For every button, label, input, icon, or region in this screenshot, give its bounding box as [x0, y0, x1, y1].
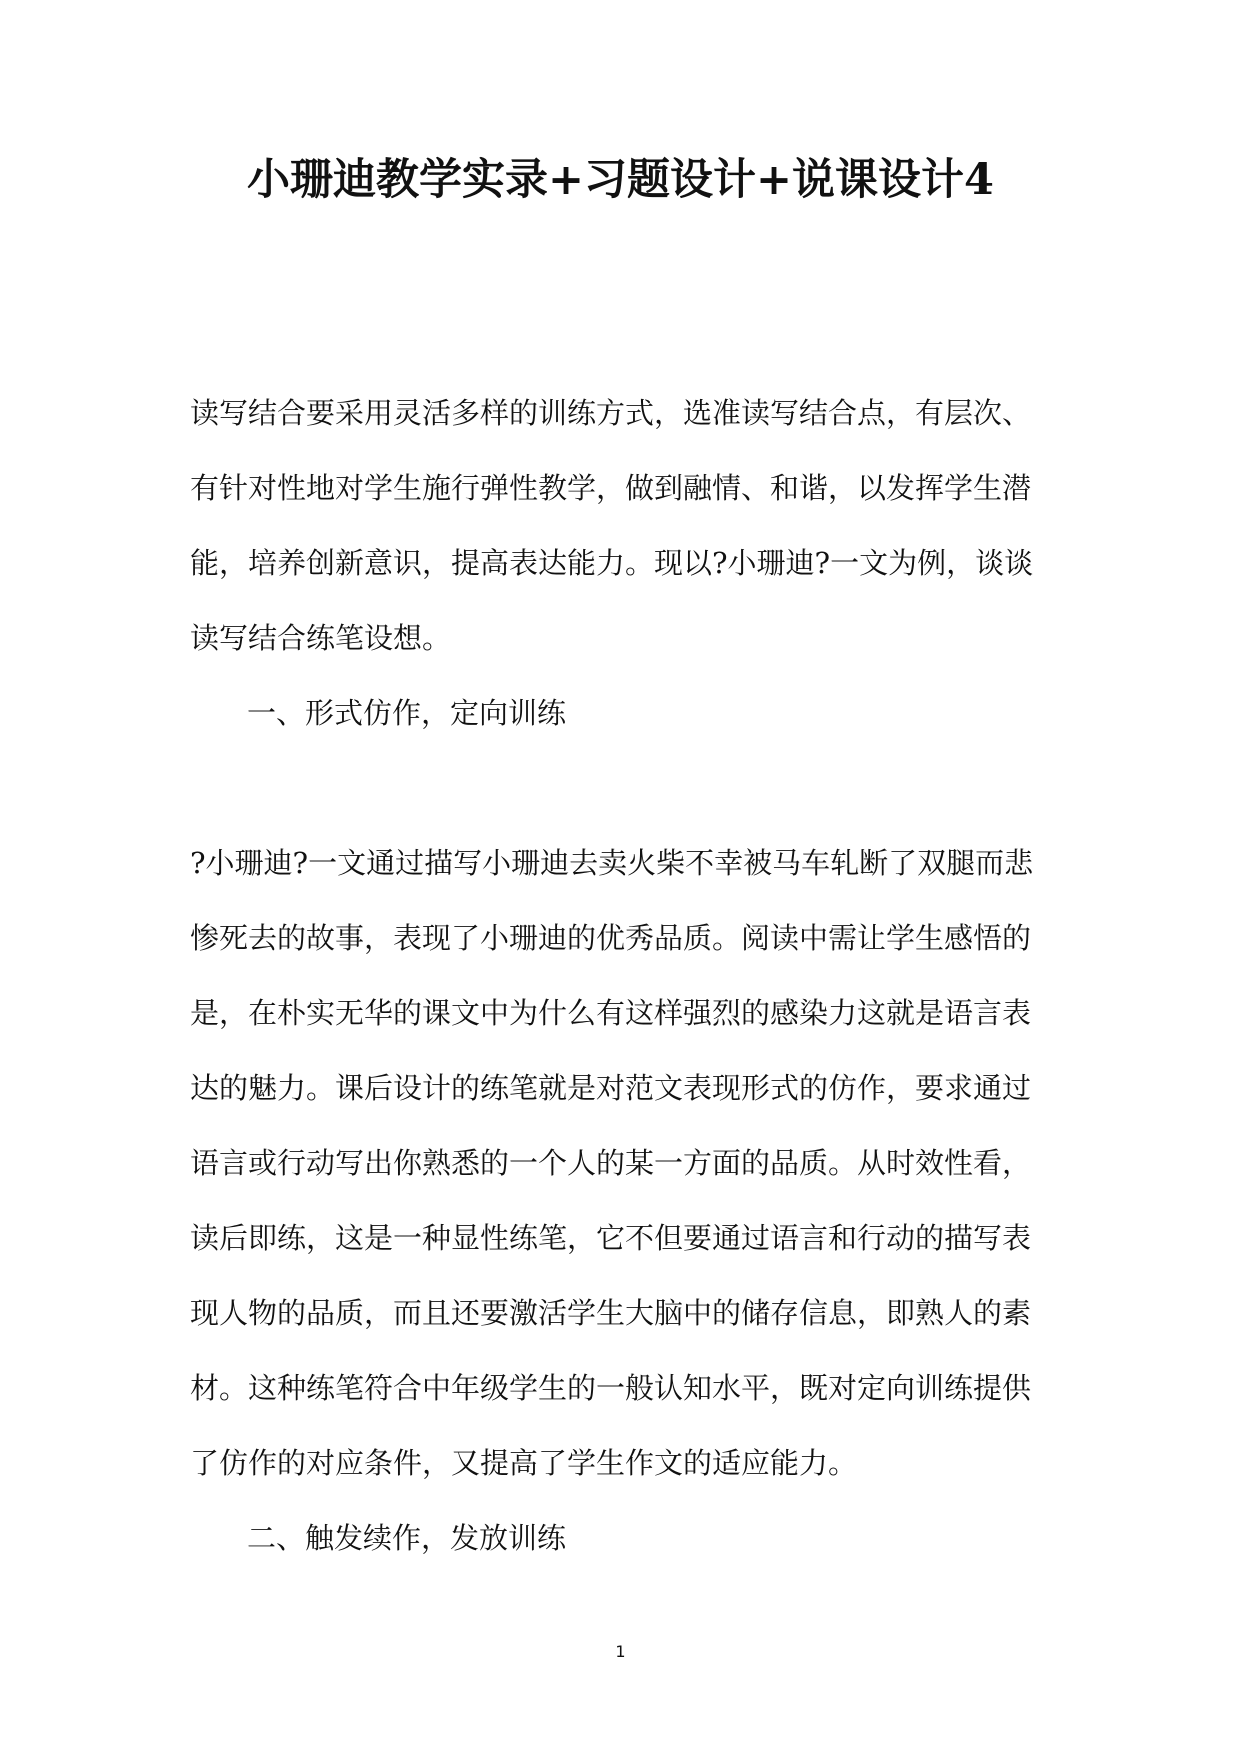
- paragraph-1-line-4: 读写结合练笔设想。: [190, 621, 452, 655]
- paragraph-2-line-4: 达的魅力。课后设计的练笔就是对范文表现形式的仿作，要求通过: [190, 1071, 1032, 1105]
- paragraph-2-line-6: 读后即练，这是一种显性练笔，它不但要通过语言和行动的描写表: [190, 1221, 1032, 1255]
- paragraph-2-line-8: 材。这种练笔符合中年级学生的一般认知水平，既对定向训练提供: [190, 1371, 1032, 1405]
- paragraph-2-line-9: 了仿作的对应条件，又提高了学生作文的适应能力。: [190, 1446, 858, 1480]
- paragraph-2-line-5: 语言或行动写出你熟悉的一个人的某一方面的品质。从时效性看，: [190, 1146, 1032, 1180]
- paragraph-1-line-1: 读写结合要采用灵活多样的训练方式，选准读写结合点，有层次、: [190, 396, 1032, 430]
- paragraph-2-line-3: 是，在朴实无华的课文中为什么有这样强烈的感染力这就是语言表: [190, 996, 1032, 1030]
- paragraph-2-line-7: 现人物的品质，而且还要激活学生大脑中的储存信息，即熟人的素: [190, 1296, 1032, 1330]
- paragraph-2-line-1: ?小珊迪?一文通过描写小珊迪去卖火柴不幸被马车轧断了双腿而悲: [190, 846, 1034, 880]
- page-number: 1: [615, 1642, 626, 1661]
- section-heading-1: 一、形式仿作，定向训练: [247, 696, 567, 730]
- paragraph-1-line-3: 能，培养创新意识，提高表达能力。现以?小珊迪?一文为例，谈谈: [190, 546, 1034, 580]
- document-title: 小珊迪教学实录+习题设计+说课设计4: [247, 155, 994, 205]
- section-heading-2: 二、触发续作，发放训练: [247, 1521, 567, 1555]
- paragraph-2-line-2: 惨死去的故事，表现了小珊迪的优秀品质。阅读中需让学生感悟的: [190, 921, 1032, 955]
- paragraph-1-line-2: 有针对性地对学生施行弹性教学，做到融情、和谐，以发挥学生潜: [190, 471, 1032, 505]
